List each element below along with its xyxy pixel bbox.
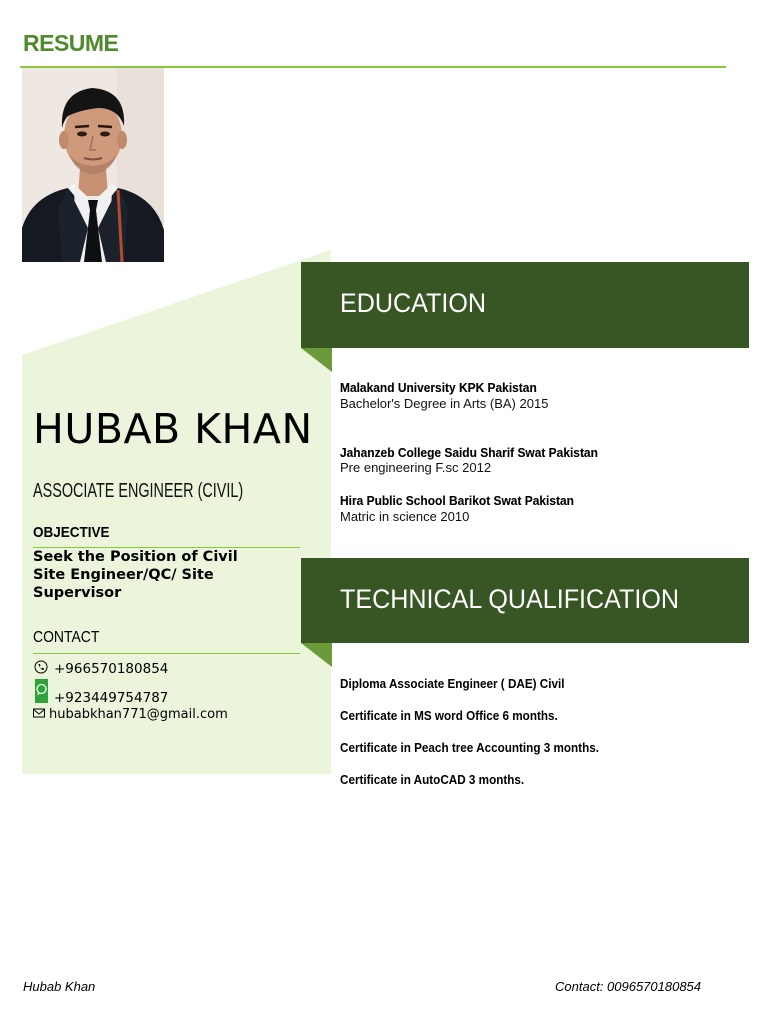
education-entry-1-detail: Bachelor's Degree in Arts (BA) 2015 xyxy=(340,396,549,411)
profile-photo-illustration xyxy=(22,68,164,262)
mail-icon xyxy=(33,707,45,722)
contact-email-text: hubabkhan771@gmail.com xyxy=(49,707,228,722)
footer-name: Hubab Khan xyxy=(23,979,96,994)
technical-item-1: Diploma Associate Engineer ( DAE) Civil xyxy=(340,676,565,691)
phone-icon xyxy=(33,660,49,678)
contact-phone-text: +966570180854 xyxy=(54,661,169,677)
footer-contact: Contact: 0096570180854 xyxy=(555,979,702,994)
education-title: EDUCATION xyxy=(340,288,487,318)
objective-text: Seek the Position of Civil Site Engineer/QC/ Site Supervisor xyxy=(33,549,238,601)
education-header xyxy=(301,262,749,348)
technical-title: TECHNICAL QUALIFICATION xyxy=(340,584,680,614)
education-entry-2-institution: Jahanzeb College Saidu Sharif Swat Pakistan xyxy=(340,445,598,460)
contact-whatsapp-text: +923449754787 xyxy=(54,690,169,706)
education-header-fold xyxy=(301,348,332,372)
candidate-name: HUBAB KHAN xyxy=(33,405,313,453)
education-entry-2-detail: Pre engineering F.sc 2012 xyxy=(340,460,492,475)
education-entry-3-detail: Matric in science 2010 xyxy=(340,509,470,524)
contact-label: CONTACT xyxy=(33,629,100,646)
profile-photo xyxy=(22,68,164,262)
technical-item-3: Certificate in Peach tree Accounting 3 months. xyxy=(340,740,599,755)
contact-whatsapp xyxy=(33,679,168,707)
contact-email xyxy=(33,707,228,722)
technical-header xyxy=(301,558,749,643)
technical-header-fold xyxy=(301,643,332,667)
candidate-role: ASSOCIATE ENGINEER (CIVIL) xyxy=(33,480,244,502)
contact-phone xyxy=(33,660,168,678)
objective-label: OBJECTIVE xyxy=(33,524,110,541)
resume-title: RESUME xyxy=(23,30,119,56)
technical-item-2: Certificate in MS word Office 6 months. xyxy=(340,708,558,723)
education-entry-1-institution: Malakand University KPK Pakistan xyxy=(340,380,537,395)
technical-item-4: Certificate in AutoCAD 3 months. xyxy=(340,772,525,787)
whatsapp-icon xyxy=(33,679,49,707)
contact-divider xyxy=(33,653,300,654)
education-entry-3-institution: Hira Public School Barikot Swat Pakistan xyxy=(340,493,574,508)
